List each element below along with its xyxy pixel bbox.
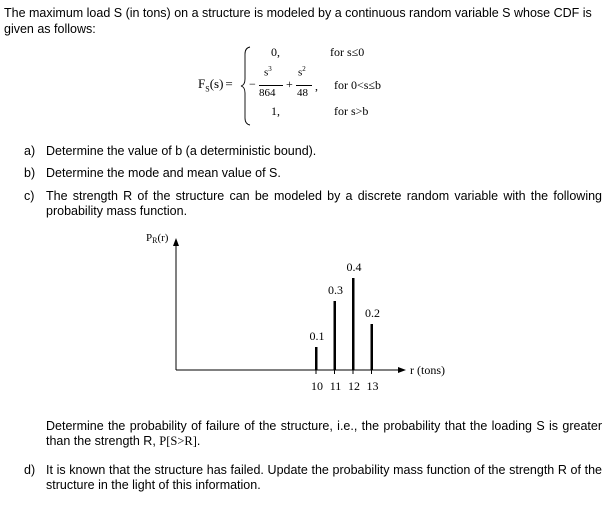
cdf-case2-plus: +: [286, 77, 293, 91]
x-axis-arrow: [398, 367, 406, 373]
question-a-label: a): [24, 144, 36, 158]
failure-probability-expression: P[S>R]: [159, 434, 197, 448]
cdf-case2-comma: ,: [315, 79, 318, 93]
x-tick-label: 11: [329, 379, 342, 393]
x-tick-label: 13: [366, 379, 379, 393]
question-a-text: Determine the value of b (a deterministic bound).: [46, 144, 317, 158]
cdf-case2-den1: 864: [259, 87, 276, 99]
question-d: [24, 463, 602, 495]
question-b-text: Determine the mode and mean value of S.: [46, 166, 281, 180]
question-d-text: It is known that the structure has failed. Update the probability mass function of the strength R of the structure in the light of this information.: [46, 463, 602, 492]
cdf-case3-condition: for s>b: [334, 104, 369, 118]
question-b-label: b): [24, 166, 36, 180]
y-axis-arrow: [173, 238, 179, 246]
cdf-case1-value: 0,: [271, 45, 280, 59]
pmf-value-label: 0.3: [328, 283, 343, 297]
question-c-followup: Determine the probability of failure of the structure, i.e., the probability that the loading S is greater than the strength R, P[S>R].: [46, 419, 602, 448]
x-axis-label: r (tons): [410, 363, 445, 377]
pmf-value-label: 0.4: [346, 260, 362, 274]
y-axis-label: PR(r): [146, 232, 169, 245]
x-tick-label: 12: [348, 379, 360, 393]
cdf-case3-value: 1,: [271, 104, 280, 118]
pmf-stem: [371, 324, 374, 370]
x-tick-label: 10: [311, 379, 323, 393]
pmf-stem: [334, 301, 337, 370]
pmf-stem: [315, 347, 318, 370]
cdf-case2-minus: −: [249, 77, 256, 91]
cdf-case2-num2: $s^2$: [298, 65, 306, 79]
cdf-lhs: $F_S(s)$ =: [198, 76, 233, 94]
cdf-case2-den2: 48: [297, 87, 308, 99]
pmf-value-label: 0.2: [365, 306, 380, 320]
question-c-label: c): [24, 189, 35, 203]
pmf-value-label: 0.1: [309, 329, 325, 343]
question-c-followup-text: Determine the probability of failure of the structure, i.e., the probability that the loading S is greater than the strength R,: [46, 419, 602, 448]
question-c-text: The strength R of the structure can be modeled by a discrete random variable with the following probability mass function.: [46, 189, 602, 218]
pmf-stem: [352, 278, 355, 370]
cdf-case1-condition: for s≤0: [330, 45, 365, 59]
question-d-label: d): [24, 463, 36, 477]
intro-text: The maximum load S (in tons) on a structure is modeled by a continuous random variable S whose CDF is given as follows:: [4, 6, 592, 36]
cdf-case2-condition: for 0<s≤b: [334, 78, 382, 92]
cdf-case2-num1: $s^3$: [264, 65, 272, 79]
